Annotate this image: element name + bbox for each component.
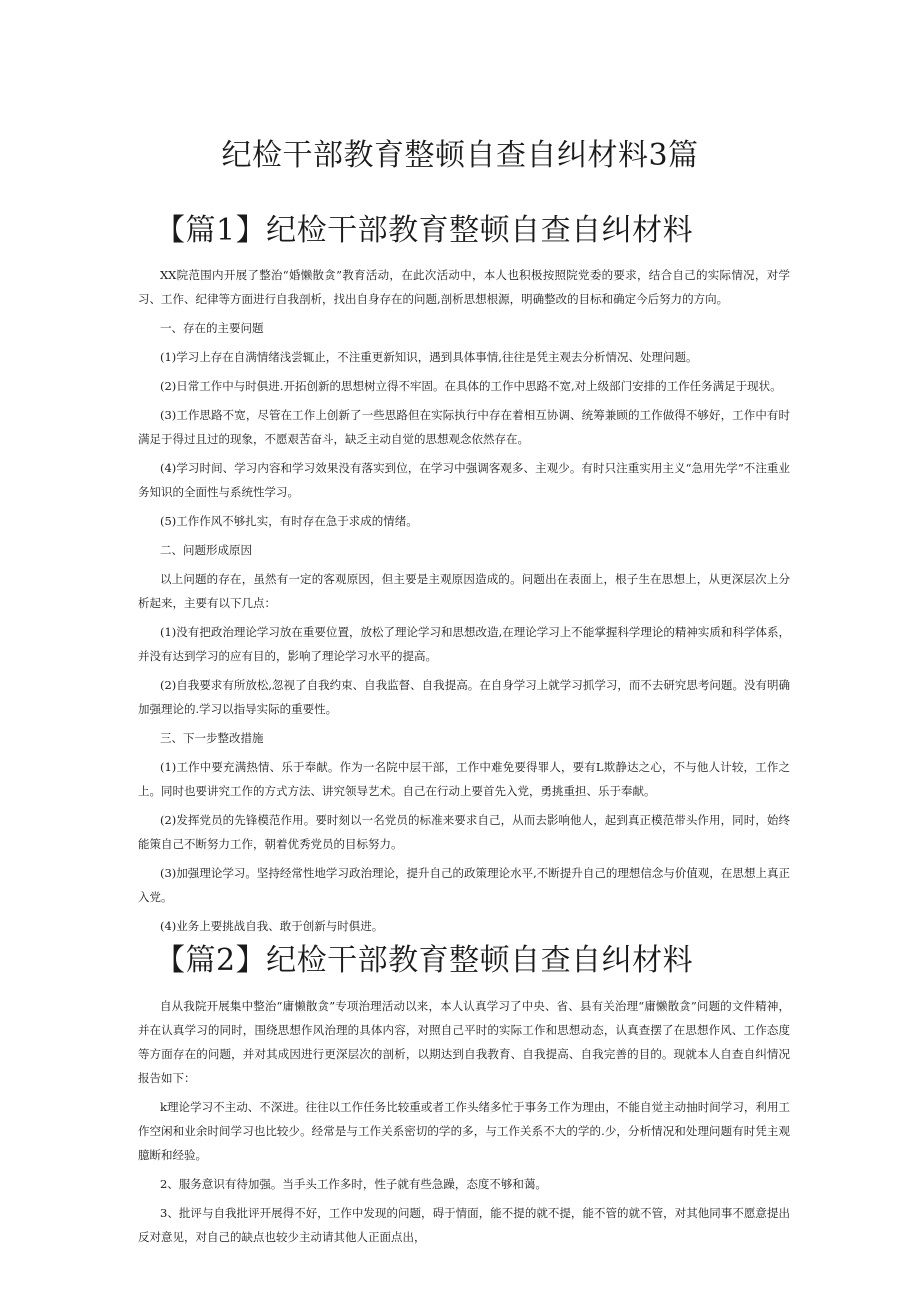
paragraph: (2)日常工作中与时俱进.开拓创新的思想树立得不牢固。在具体的工作中思路不宽,对上级部门安排的工作任务满足于现状。 <box>160 379 782 393</box>
paragraph: 自从我院开展集中整治“庸懒散贪”专项治理活动以来，本人认真学习了中央、省、县有关治理“庸懒散贪”问题的文件精神，并在认真学习的同时，围绕思想作风治理的具体内容，对照自己平时的实际工作和思想动态，认真查摆了在思想作风、工作态度等方面存在的问题，并对其成因进行更深层次的剖析，以期达到自我教育、自我提高、自我完善的目的。现就本人自查自纠情况报告如下： <box>138 999 790 1085</box>
document-title: 纪检干部教育整顿自查自纠材料3篇 <box>221 138 699 173</box>
paragraph: (4)学习时间、学习内容和学习效果没有落实到位，在学习中强调客观多、主观少。有时只注重实用主义“急用先学”不注重业务知识的全面性与系统性学习。 <box>138 461 790 499</box>
paragraph: 3、批评与自我批评开展得不好，工作中发现的问题，碍于情面，能不提的就不提，能不管的就不管，对其他同事不愿意提出反对意见，对自己的缺点也较少主动请其他人正面点出， <box>138 1206 790 1244</box>
subheading: 一、存在的主要问题 <box>160 321 264 335</box>
paragraph: (1)没有把政治理论学习放在重要位置，放松了理论学习和思想改造,在理论学习上不能掌握科学理论的精神实质和科学体系，并没有达到学习的应有目的，影响了理论学习水平的提高。 <box>138 625 790 663</box>
paragraph: k理论学习不主动、不深进。往往以工作任务比较重或者工作头绪多忙于事务工作为理由，不能自觉主动抽时间学习，利用工作空闲和业余时间学习也比较少。经常是与工作关系密切的学的多，与工作关系不大的学的.少，分析情况和处理问题有时凭主观臆断和经验。 <box>138 1100 790 1162</box>
section-1-body <box>138 263 790 943</box>
paragraph: (1)工作中要充满热情、乐于奉献。作为一名院中层干部，工作中难免要得罪人，要有L欺静达之心，不与他人计较，工作之上。同时也要讲究工作的方式方法、讲究领导艺术。自己在行动上要首先入党，勇挑重担、乐于奉献。 <box>138 760 790 798</box>
paragraph: (1)学习上存在自满情绪浅尝辄止，不注重更新知识，遇到具体事情,往往是凭主观去分析情况、处理问题。 <box>160 350 698 364</box>
subheading: 二、问题形成原因 <box>160 543 252 557</box>
paragraph: (3)加强理论学习。坚持经常性地学习政治理论，提升自己的政策理论水平,不断提升自己的理想信念与价值观，在思想上真正入党。 <box>138 866 790 904</box>
paragraph: 2、服务意识有待加强。当手头工作多时，性子就有些急躁，态度不够和蔼。 <box>160 1177 547 1191</box>
paragraph: (3)工作思路不宽，尽管在工作上创新了一些思路但在实际执行中存在着相互协调、统筹兼顾的工作做得不够好，工作中有时满足于得过且过的现象，不愿艰苦奋斗，缺乏主动自觉的思想观念依然存在。 <box>138 408 790 446</box>
section-1-title: 【篇1】纪检干部教育整顿自查自纠材料 <box>155 213 694 248</box>
section-2-title: 【篇2】纪检干部教育整顿自查自纠材料 <box>155 943 694 978</box>
paragraph: 以上问题的存在，虽然有一定的客观原因，但主要是主观原因造成的。问题出在表面上，根子生在思想上，从更深层次上分析起来，主要有以下几点： <box>138 572 790 610</box>
section-2-body <box>138 994 790 1254</box>
paragraph: (4)业务上要挑战自我、敢于创新与时俱进。 <box>160 919 384 933</box>
paragraph: (2)发挥党员的先锋模范作用。要时刻以一名党员的标准来要求自己，从而去影响他人，起到真正模范带头作用，同时，始终能策自己不断努力工作，朝着优秀党员的目标努力。 <box>138 813 790 851</box>
paragraph: (5)工作作风不够扎实，有时存在急于求成的情绪。 <box>160 514 418 528</box>
subheading: 三、下一步整改措施 <box>160 731 264 745</box>
paragraph: (2)自我要求有所放松,忽视了自我约束、自我监督、自我提高。在自身学习上就学习抓学习，而不去研究思考问题。没有明确加强理论的.学习以指导实际的重要性。 <box>138 678 790 716</box>
paragraph: XX院范围内开展了整治“婚懒散贪”教育活动，在此次活动中，本人也积极按照院党委的要求，结合自己的实际情况，对学习、工作、纪律等方面进行自我剖析，找出自身存在的问题,剖析思想根源，明确整改的目标和确定今后努力的方向。 <box>138 268 790 306</box>
